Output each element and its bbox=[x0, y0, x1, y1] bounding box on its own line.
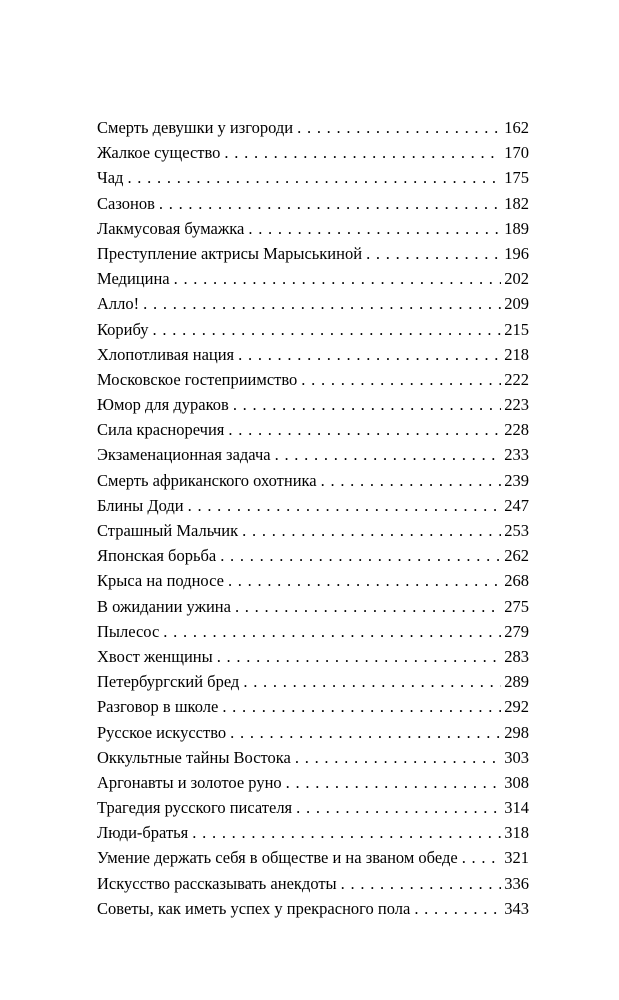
toc-entry bbox=[97, 468, 529, 493]
toc-entry bbox=[97, 140, 529, 165]
toc-entry-page-number: 162 bbox=[504, 118, 529, 137]
toc-entry bbox=[97, 216, 529, 241]
toc-entry-leader-dots bbox=[295, 745, 501, 770]
toc-entry bbox=[97, 115, 529, 140]
toc-entry-title: Оккультные тайны Востока bbox=[97, 747, 291, 767]
toc-entry bbox=[97, 795, 529, 820]
toc-entry bbox=[97, 367, 529, 392]
toc-entry-page-number: 343 bbox=[504, 898, 529, 918]
toc-entry bbox=[97, 266, 529, 291]
toc-entry-leader-dots bbox=[143, 291, 501, 316]
toc-entry-page-number: 233 bbox=[504, 445, 529, 465]
toc-entry-title: Московское гостеприимство bbox=[97, 369, 298, 389]
toc-entry-leader-dots bbox=[275, 442, 502, 467]
toc-entry-page-number: 262 bbox=[504, 546, 529, 566]
toc-entry bbox=[97, 518, 529, 543]
toc-entry-title: Смерть девушки у изгороди bbox=[97, 118, 294, 137]
toc-entry-page-number: 218 bbox=[504, 344, 529, 364]
toc-entry-leader-dots bbox=[127, 165, 501, 190]
toc-entry-title: Хлопотливая нация bbox=[97, 344, 235, 364]
toc-entry-title: Петербургский бред bbox=[97, 672, 240, 692]
toc-entry-page-number: 314 bbox=[504, 798, 529, 818]
toc-entry-page-number: 175 bbox=[504, 168, 529, 188]
toc-entry bbox=[97, 619, 529, 644]
toc-entry-leader-dots bbox=[224, 140, 501, 165]
toc-entry-page-number: 289 bbox=[504, 672, 529, 692]
toc-entry-leader-dots bbox=[296, 795, 501, 820]
toc-entry-leader-dots bbox=[220, 543, 501, 568]
toc-entry-leader-dots bbox=[235, 594, 501, 619]
toc-entry bbox=[97, 896, 529, 921]
toc-entry-leader-dots bbox=[228, 568, 501, 593]
toc-entry-title: Жалкое существо bbox=[97, 143, 221, 163]
toc-entry-page-number: 222 bbox=[504, 369, 529, 389]
toc-entry-leader-dots bbox=[238, 342, 501, 367]
toc-entry-page-number: 292 bbox=[504, 697, 529, 717]
toc-entry-leader-dots bbox=[228, 417, 501, 442]
toc-entry-title: Смерть африканского охотника bbox=[97, 470, 317, 490]
toc-entry bbox=[97, 845, 529, 870]
toc-entry-title: Экзаменационная задача bbox=[97, 445, 271, 465]
toc-entry-page-number: 321 bbox=[504, 848, 529, 868]
toc-entry bbox=[97, 594, 529, 619]
toc-entry-title: Чад bbox=[97, 168, 124, 188]
toc-entry bbox=[97, 770, 529, 795]
toc-entry-title: Крыса на подносе bbox=[97, 571, 224, 591]
toc-entry bbox=[97, 317, 529, 342]
toc-entry bbox=[97, 493, 529, 518]
toc-entry-title: Хвост женщины bbox=[97, 646, 213, 666]
toc-entry bbox=[97, 745, 529, 770]
toc-entry-title: Сазонов bbox=[97, 193, 155, 213]
toc-entry-leader-dots bbox=[366, 241, 501, 266]
toc-entry bbox=[97, 191, 529, 216]
toc-entry-title: Медицина bbox=[97, 269, 170, 289]
toc-entry-title: Трагедия русского писателя bbox=[97, 798, 293, 818]
toc-entry-page-number: 318 bbox=[504, 823, 529, 843]
toc-entry-page-number: 298 bbox=[504, 722, 529, 742]
toc-entry-page-number: 215 bbox=[504, 319, 529, 339]
toc-entry-title: Корибу bbox=[97, 319, 149, 339]
toc-entry bbox=[97, 720, 529, 745]
toc-entry-leader-dots bbox=[243, 669, 501, 694]
toc-entry-leader-dots bbox=[248, 216, 501, 241]
toc-entry-title: Умение держать себя в обществе и на званом обеде bbox=[97, 848, 458, 868]
toc-entry-page-number: 308 bbox=[504, 772, 529, 792]
toc-entry-page-number: 247 bbox=[504, 495, 529, 515]
toc-entry-leader-dots bbox=[233, 392, 501, 417]
toc-entry-title: Лакмусовая бумажка bbox=[97, 218, 245, 238]
toc-entry-title: Русское искусство bbox=[97, 722, 227, 742]
toc-entry-page-number: 182 bbox=[504, 193, 529, 213]
toc-entry-title: Искусство рассказывать анекдоты bbox=[97, 873, 337, 893]
toc-entry bbox=[97, 392, 529, 417]
toc-entry-leader-dots bbox=[341, 871, 502, 896]
toc-entry-title: Японская борьба bbox=[97, 546, 217, 566]
toc-entry-leader-dots bbox=[321, 468, 502, 493]
toc-entry-leader-dots bbox=[230, 720, 501, 745]
toc-entry bbox=[97, 669, 529, 694]
toc-entry-leader-dots bbox=[217, 644, 502, 669]
toc-entry-page-number: 279 bbox=[504, 621, 529, 641]
toc-entry-title: В ожидании ужина bbox=[97, 596, 231, 616]
toc-entry-leader-dots bbox=[159, 191, 501, 216]
toc-entry bbox=[97, 342, 529, 367]
toc-entry-page-number: 196 bbox=[504, 243, 529, 263]
toc-entry bbox=[97, 644, 529, 669]
toc-entry bbox=[97, 543, 529, 568]
toc-entry-page-number: 202 bbox=[504, 269, 529, 289]
toc-entry-leader-dots bbox=[192, 820, 501, 845]
toc-entry-page-number: 170 bbox=[504, 143, 529, 163]
toc-entry-title: Пылесос bbox=[97, 621, 160, 641]
toc-entry-page-number: 223 bbox=[504, 395, 529, 415]
toc-entry-page-number: 336 bbox=[504, 873, 529, 893]
toc-entry-page-number: 268 bbox=[504, 571, 529, 591]
toc-entry-leader-dots bbox=[174, 266, 502, 291]
toc-entry-page-number: 228 bbox=[504, 420, 529, 440]
toc-entry-leader-dots bbox=[163, 619, 501, 644]
toc-entry-title: Аргонавты и золотое руно bbox=[97, 772, 282, 792]
toc-entry-title: Сила красноречия bbox=[97, 420, 225, 440]
toc-entry-leader-dots bbox=[301, 367, 501, 392]
toc-entry-leader-dots bbox=[188, 493, 502, 518]
toc-entry bbox=[97, 442, 529, 467]
toc-entry bbox=[97, 165, 529, 190]
toc-entry-title: Алло! bbox=[97, 294, 140, 314]
toc-entry-page-number: 283 bbox=[504, 646, 529, 666]
toc-entry-page-number: 209 bbox=[504, 294, 529, 314]
toc-entry-page-number: 303 bbox=[504, 747, 529, 767]
toc-entry bbox=[97, 417, 529, 442]
toc-entry-page-number: 253 bbox=[504, 521, 529, 540]
toc-entry bbox=[97, 820, 529, 845]
toc-entry-leader-dots bbox=[462, 845, 502, 870]
toc-entry-title: Люди-братья bbox=[97, 823, 189, 843]
toc-entry-leader-dots bbox=[153, 317, 502, 342]
toc-entry bbox=[97, 568, 529, 593]
toc-entry-page-number: 239 bbox=[504, 470, 529, 490]
toc-entry-title: Страшный Мальчик bbox=[97, 521, 239, 540]
toc-entry-title: Блины Доди bbox=[97, 495, 184, 515]
toc-entry-leader-dots bbox=[222, 694, 501, 719]
toc-entry bbox=[97, 871, 529, 896]
table-of-contents bbox=[97, 115, 529, 921]
toc-entry-title: Разговор в школе bbox=[97, 697, 219, 717]
toc-entry bbox=[97, 241, 529, 266]
toc-entry-leader-dots bbox=[242, 518, 501, 543]
toc-entry-page-number: 189 bbox=[504, 218, 529, 238]
toc-entry-title: Преступление актрисы Марыськиной bbox=[97, 243, 363, 263]
toc-entry bbox=[97, 291, 529, 316]
toc-entry-page-number: 275 bbox=[504, 596, 529, 616]
toc-entry-title: Юмор для дураков bbox=[97, 395, 229, 415]
toc-entry-leader-dots bbox=[297, 115, 501, 140]
toc-entry-leader-dots bbox=[286, 770, 502, 795]
toc-entry-title: Советы, как иметь успех у прекрасного пола bbox=[97, 898, 411, 918]
toc-entry-leader-dots bbox=[414, 896, 501, 921]
toc-entry bbox=[97, 694, 529, 719]
